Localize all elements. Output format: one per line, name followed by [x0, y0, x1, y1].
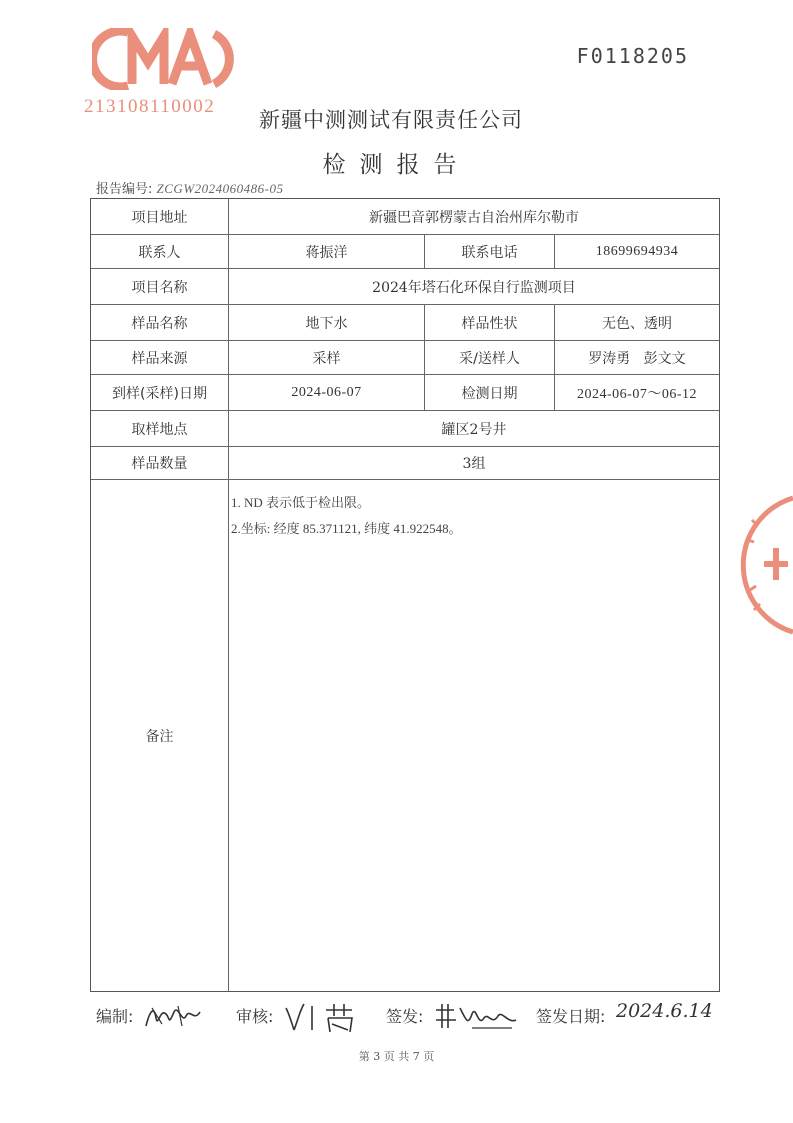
phone-value: 18699694934: [595, 243, 679, 259]
remarks-label: 备注: [91, 480, 229, 991]
cma-number: 213108110002: [84, 96, 216, 117]
cma-logo: [92, 28, 238, 90]
signature-row: [96, 1000, 716, 1034]
project-address-value: 新疆巴音郭楞蒙古自治州库尔勒市: [369, 209, 579, 226]
company-name: 新疆中测测试有限责任公司: [259, 108, 523, 132]
table-row: [91, 305, 719, 341]
seal-fragment-icon: [738, 490, 793, 640]
report-number-value: ZCGW2024060486-05: [156, 181, 284, 196]
remarks-content: [231, 490, 462, 542]
page-info: 第 3 页 共 7 页: [358, 1050, 435, 1063]
remarks-row: [91, 480, 719, 991]
sample-property-value: 无色、透明: [602, 315, 672, 332]
contact-value: 蒋振洋: [229, 235, 425, 268]
issue-label: 签发:: [386, 1007, 424, 1026]
table-row: [91, 199, 719, 235]
test-date-label: 检测日期: [425, 375, 555, 410]
quantity-value: 3组: [462, 456, 486, 472]
sample-name-value: 地下水: [229, 305, 425, 340]
sender-label: 采/送样人: [425, 341, 555, 374]
sample-name-label: 样品名称: [91, 305, 229, 340]
serial-number: F0118205: [576, 44, 689, 68]
test-date-value: 2024-06-07～06-12: [577, 386, 697, 402]
arrival-date-value: 2024-06-07: [229, 375, 425, 410]
report-number: [96, 178, 283, 197]
compiler-signature: [142, 1000, 206, 1032]
remark-line: 2.坐标: 经度 85.371121, 纬度 41.922548。: [231, 521, 462, 536]
quantity-label: 样品数量: [91, 447, 229, 479]
arrival-date-label: 到样(采样)日期: [91, 375, 229, 410]
project-name-value: 2024年塔石化环保自行监测项目: [372, 279, 576, 296]
remark-line: 1. ND 表示低于检出限。: [231, 495, 371, 510]
sample-source-label: 样品来源: [91, 341, 229, 374]
table-row: [91, 447, 719, 480]
issuer-signature: [432, 1000, 518, 1032]
table-row: [91, 411, 719, 447]
compiled-label: 编制:: [96, 1007, 134, 1026]
phone-label: 联系电话: [425, 235, 555, 268]
contact-label: 联系人: [91, 235, 229, 268]
report-title: 检测报告: [322, 152, 471, 178]
sample-property-label: 样品性状: [425, 305, 555, 340]
project-address-label: 项目地址: [91, 199, 229, 234]
location-label: 取样地点: [91, 411, 229, 446]
project-name-label: 项目名称: [91, 269, 229, 304]
table-row: [91, 341, 719, 375]
location-value: 罐区2号井: [441, 421, 507, 438]
sender-value: 罗涛勇 彭文文: [588, 350, 686, 367]
reviewer-signature: [282, 1000, 362, 1036]
table-row: [91, 235, 719, 269]
table-row: [91, 375, 719, 411]
report-info-table: [90, 198, 720, 992]
report-number-label: 报告编号:: [96, 182, 153, 197]
issue-date-label: 签发日期:: [536, 1007, 606, 1026]
sample-source-value: 采样: [229, 341, 425, 374]
issue-date-handwritten: 2024.6.14: [616, 1000, 713, 1022]
table-row: [91, 269, 719, 305]
review-label: 审核:: [236, 1007, 274, 1026]
